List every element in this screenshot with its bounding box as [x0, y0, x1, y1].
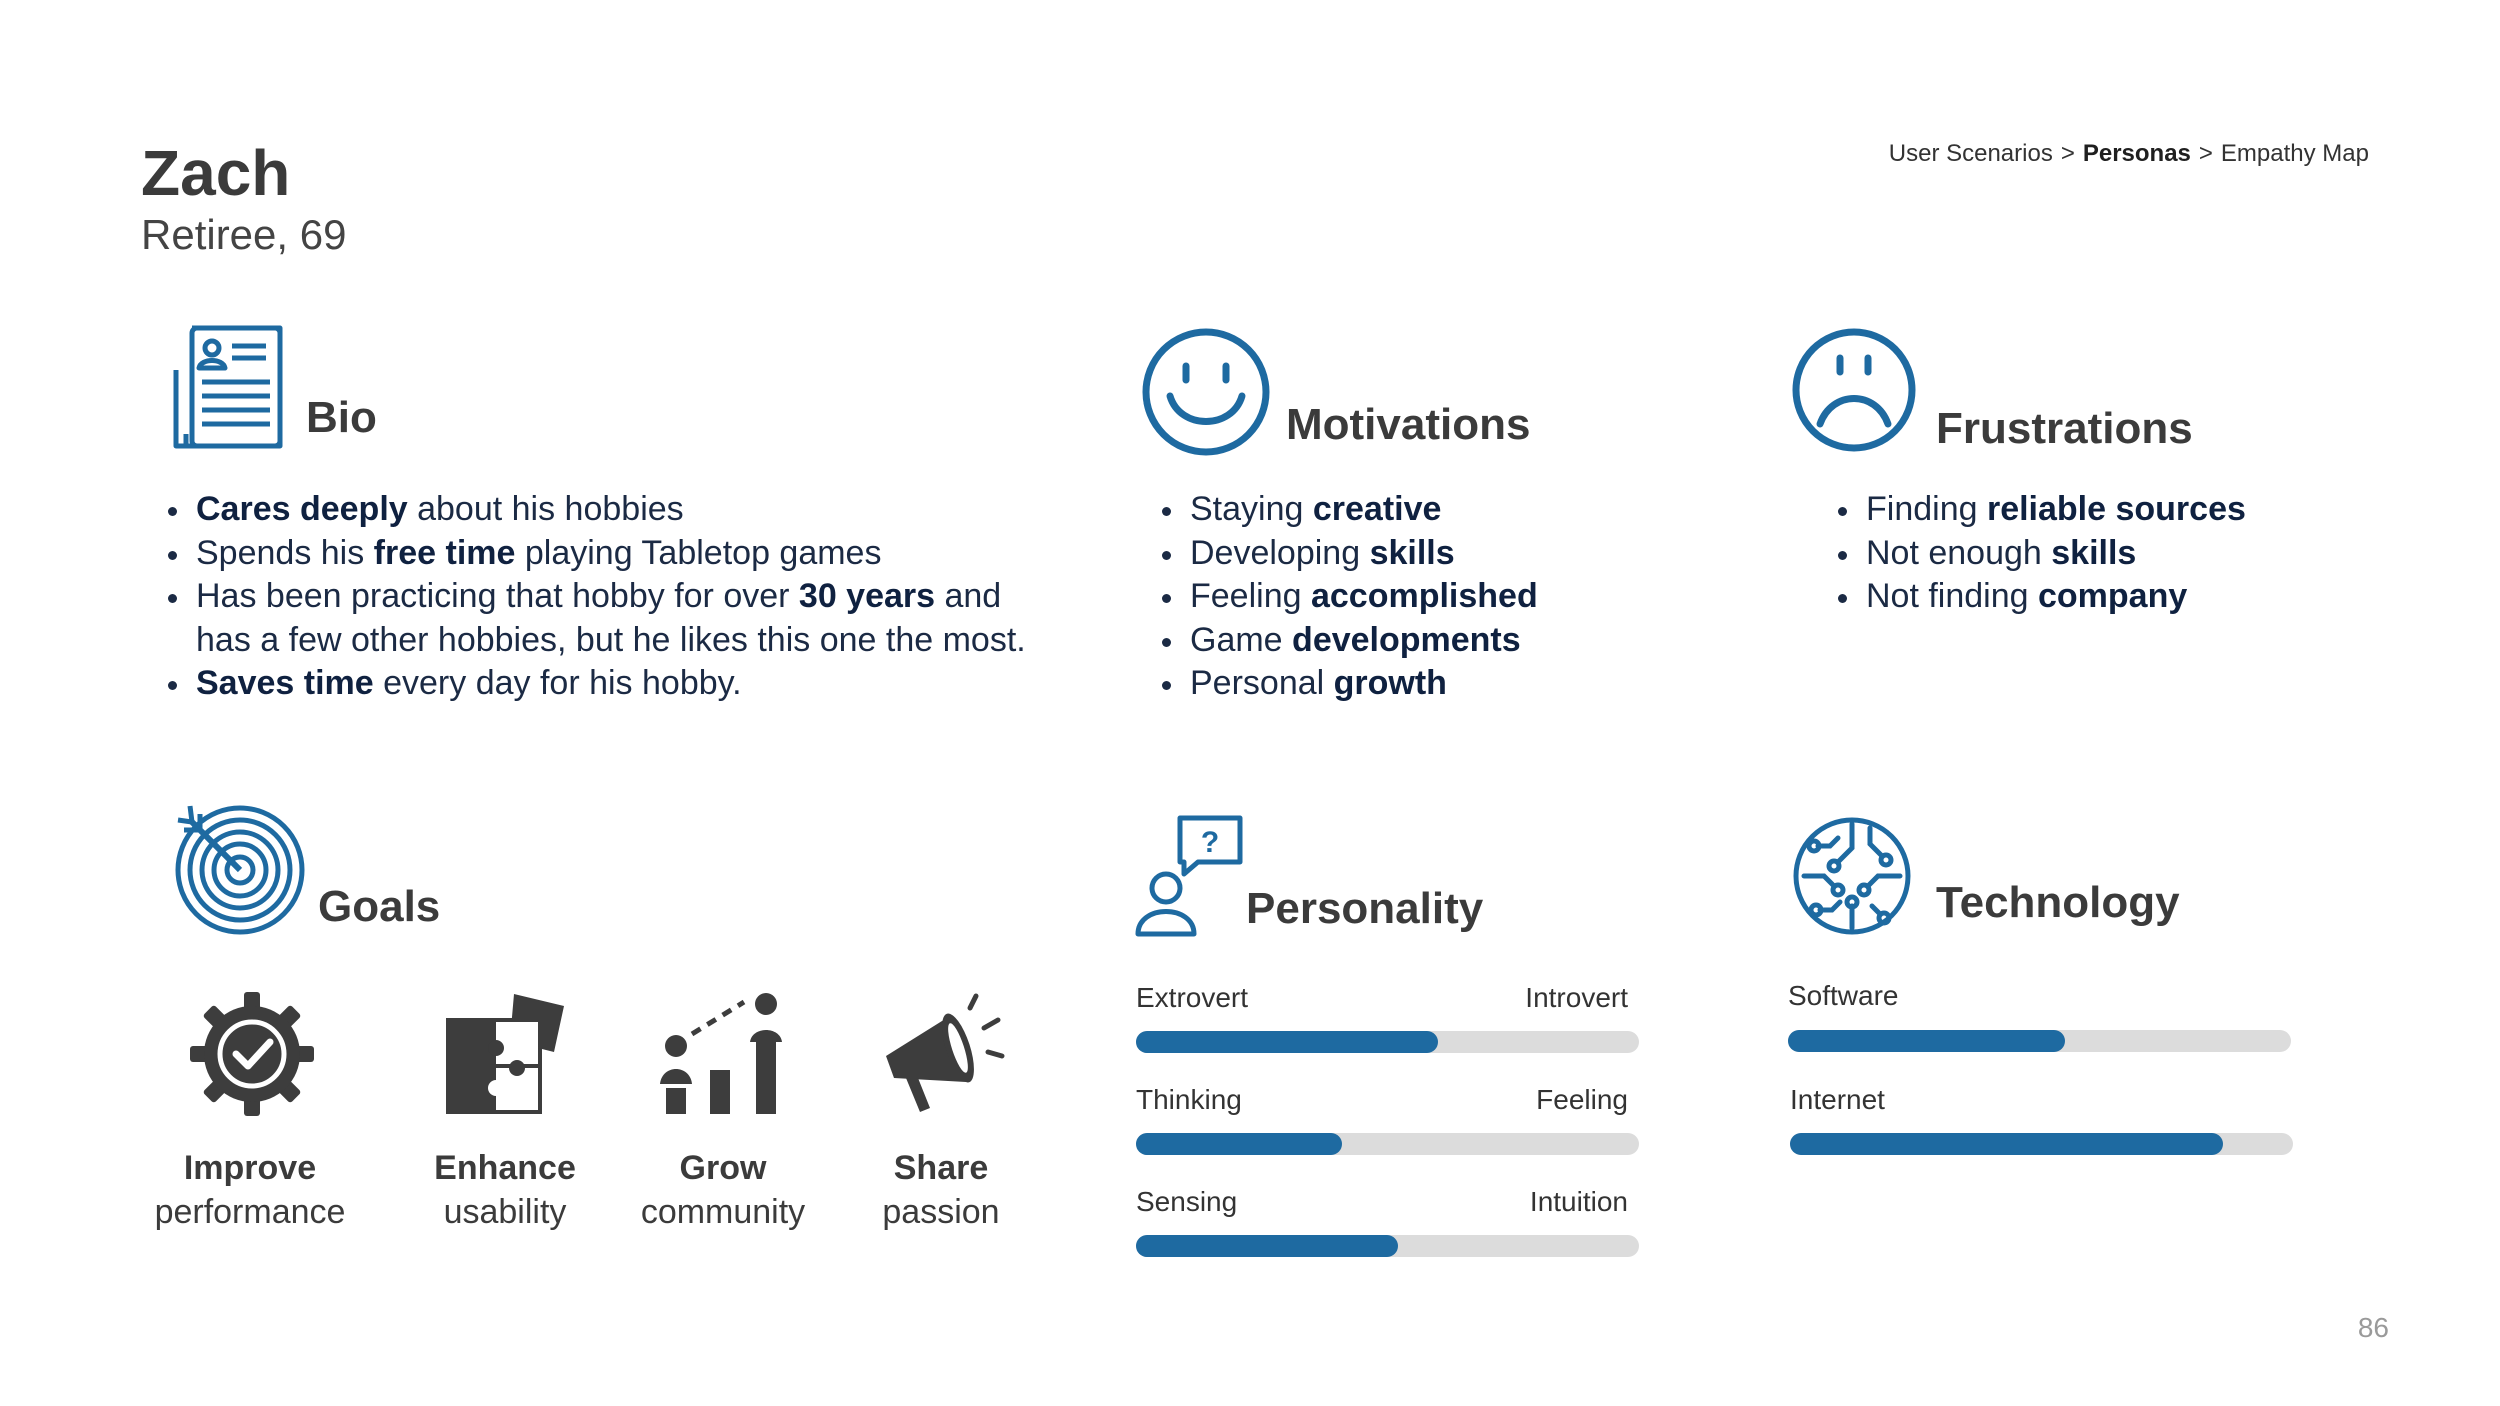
breadcrumb-separator: >: [2198, 140, 2213, 167]
list-item: Finding reliable sources: [1836, 488, 2396, 532]
tech-label: Internet: [1790, 1084, 1885, 1115]
scale-right-label: Feeling: [1536, 1084, 1628, 1115]
list-item: Personal growth: [1160, 662, 1780, 706]
list-item: Game developments: [1160, 619, 1780, 663]
tech-track-internet: [1790, 1133, 2293, 1155]
list-item: Has been practicing that hobby for over 30 years and has a few other hobbies, but he likes this one the most.: [166, 575, 1036, 662]
tech-fill: [1790, 1133, 2223, 1155]
breadcrumb-personas[interactable]: Personas: [2082, 140, 2191, 167]
tech-fill: [1788, 1030, 2065, 1052]
scale-track-sensing-intuition: [1136, 1235, 1639, 1257]
gear-check-icon: [188, 990, 316, 1123]
list-item: Not finding company: [1836, 575, 2396, 619]
goal-improve-performance: Improve performance: [154, 1149, 346, 1231]
list-item: Spends his free time playing Tabletop games: [166, 532, 1036, 576]
list-item: Saves time every day for his hobby.: [166, 662, 1036, 706]
scale-fill: [1136, 1133, 1342, 1155]
scale-fill: [1136, 1031, 1438, 1053]
scale-track-extrovert-introvert: [1136, 1031, 1639, 1053]
megaphone-icon: [880, 990, 1006, 1121]
bio-title: Bio: [306, 393, 377, 442]
breadcrumb-separator: >: [2060, 140, 2075, 167]
person-question-icon: [1134, 814, 1246, 943]
tech-label: Software: [1788, 980, 1899, 1011]
bio-list: [166, 488, 1036, 706]
bio-document-icon: [172, 322, 288, 457]
puzzle-icon: [444, 990, 568, 1121]
growth-chart-icon: [660, 990, 788, 1121]
list-item: Staying creative: [1160, 488, 1780, 532]
target-icon: [172, 800, 308, 941]
scale-left-label: Extrovert: [1136, 982, 1249, 1013]
persona-role: Retiree, 69: [141, 211, 347, 258]
scale-right-label: Intuition: [1529, 1186, 1628, 1217]
goal-enhance-usability: Enhance usability: [434, 1149, 576, 1231]
frustrations-title: Frustrations: [1936, 404, 2193, 453]
scale-left-label: Thinking: [1136, 1084, 1242, 1115]
list-item: Developing skills: [1160, 532, 1780, 576]
goal-share-passion: Share passion: [882, 1149, 1000, 1231]
goal-grow-community: Grow community: [640, 1149, 806, 1231]
breadcrumb-empathy-map[interactable]: Empathy Map: [2220, 140, 2369, 167]
scale-fill: [1136, 1235, 1398, 1257]
scale-right-label: Introvert: [1525, 982, 1628, 1013]
list-item: Feeling accomplished: [1160, 575, 1780, 619]
tech-track-software: [1788, 1030, 2291, 1052]
motivations-title: Motivations: [1286, 400, 1531, 449]
scale-track-thinking-feeling: [1136, 1133, 1639, 1155]
smiley-face-icon: [1140, 326, 1272, 463]
breadcrumb: [1889, 140, 2369, 168]
motivations-list: [1160, 488, 1780, 706]
frustrations-list: [1836, 488, 2396, 619]
breadcrumb-user-scenarios[interactable]: User Scenarios: [1888, 140, 2053, 167]
list-item: Cares deeply about his hobbies: [166, 488, 1036, 532]
goals-title: Goals: [318, 882, 441, 931]
scale-left-label: Sensing: [1136, 1186, 1238, 1217]
circuit-chip-icon: [1790, 814, 1914, 943]
list-item: Not enough skills: [1836, 532, 2396, 576]
svg-text:?: ?: [1200, 826, 1220, 859]
personality-title: Personality: [1246, 884, 1484, 933]
sad-face-icon: [1790, 326, 1918, 459]
technology-title: Technology: [1936, 878, 2180, 927]
page-number: 86: [2357, 1312, 2389, 1343]
persona-name: Zach: [141, 137, 291, 209]
